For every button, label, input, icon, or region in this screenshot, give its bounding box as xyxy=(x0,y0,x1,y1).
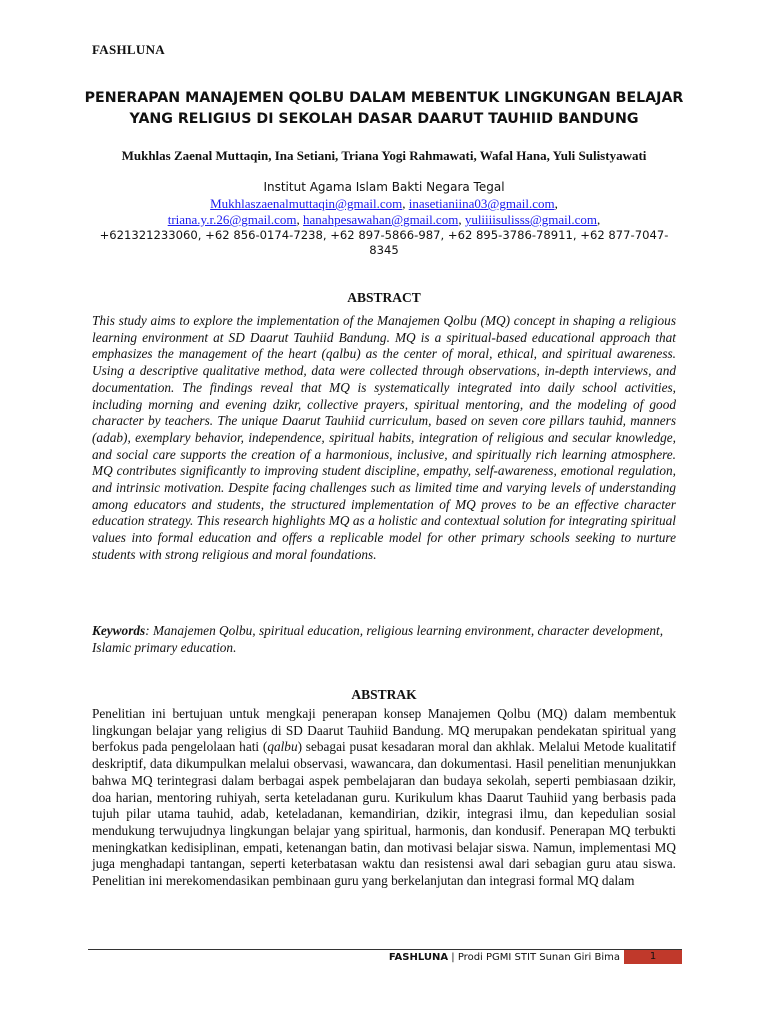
email-link-4[interactable]: hanahpesawahan@gmail.com xyxy=(303,212,459,227)
abstrak-part-2: ) sebagai pusat kesadaran moral dan akhlak. Melalui Metode kualitatif deskriptif, data dikumpulkan melalui observasi, wawancara, dan dokumentasi. Hasil penelitian menunjukkan bahwa MQ terintegrasi dalam berbagai aspek pembelajaran dan budaya sekolah, seperti pembiasaan dzikir, doa harian, mentoring ruhiyah, serta keteladanan guru. Kurikulum khas Daarut Tauhiid yang berbasis pada tujuh pilar utama tauhid, adab, keteladanan, kemandirian, dzikir, integrasi ilmu, dan kepedulian sosial mendukung terwujudnya lingkungan belajar yang spiritual, harmonis, dan kondusif. Penerapan MQ terbukti meningkatkan kedisiplinan, empati, ketenangan batin, dan motivasi belajar siswa. Namun, implementasi MQ juga menghadapi tantangan, seperti keterbatasan waktu dan resistensi awal dari sebagian guru atau siswa. Penelitian ini merekomendasikan pembinaan guru yang berkelanjutan dan integrasi formal MQ dalam xyxy=(92,739,676,889)
abstrak-body xyxy=(92,706,676,890)
affiliation: Institut Agama Islam Bakti Negara Tegal xyxy=(263,180,505,194)
keywords-text: : Manajemen Qolbu, spiritual education, religious learning environment, character development, Islamic primary education. xyxy=(92,623,664,655)
abstract-body: This study aims to explore the implementation of the Manajemen Qolbu (MQ) concept in shaping a religious learning environment at SD Daarut Tauhiid Bandung. MQ is a spiritual-based educational approach that emphasizes the management of the heart (qalbu) as the center of moral, ethical, and spiritual awareness. Using a descriptive qualitative method, data were collected through observations, in-depth interviews, and documentation. The findings reveal that MQ is systematically integrated into daily school activities, including morning and evening dzikr, collective prayers, spiritual mentoring, and the modeling of good character by teachers. The unique Daarut Tauhiid curriculum, based on seven core pillars tauhid, manners (adab), exemplary behavior, independence, spiritual habits, integration of religious and secular knowledge, and social care supports the creation of a harmonious, inclusive, and spiritually rich learning atmosphere. MQ contributes significantly to improving student discipline, empathy, self-awareness, emotional regulation, and intrinsic motivation. Despite facing challenges such as limited time and varying levels of understanding among educators and students, the structured implementation of MQ proves to be an effective character education strategy. This research highlights MQ as a holistic and contextual solution for integrating spiritual values into formal education and offers a replicable model for other primary schools seeking to nurture students with strong religious and moral foundations. xyxy=(92,313,676,562)
keywords-line xyxy=(92,623,676,656)
email-link-1[interactable]: Mukhlaszaenalmuttaqin@gmail.com xyxy=(210,196,403,211)
footer-program: Prodi PGMI STIT Sunan Giri Bima xyxy=(457,952,620,963)
footer-brand: FASHLUNA xyxy=(388,952,449,963)
abstrak-heading: ABSTRAK xyxy=(351,687,417,702)
phone-numbers: +621321233060, +62 856-0174-7238, +62 897-5866-987, +62 895-3786-78911, +62 877-7047-8345 xyxy=(99,228,669,257)
abstrak-qalbu-term: qalbu xyxy=(267,739,298,755)
footer-separator: | xyxy=(448,952,458,963)
email-link-2[interactable]: inasetianiina03@gmail.com xyxy=(408,196,555,211)
page-number: 1 xyxy=(624,950,682,964)
footer-rule xyxy=(88,949,682,950)
email-link-3[interactable]: triana.y.r.26@gmail.com xyxy=(167,212,297,227)
abstrak-part-1: Penelitian ini bertujuan untuk mengkaji penerapan konsep Manajemen Qolbu (MQ) dalam membentuk lingkungan belajar yang religius di SD Daarut Tauhiid Bandung. MQ merupakan pendekatan spiritual yang berfokus pada pengelolaan hati ( xyxy=(92,706,676,755)
email-list: Mukhlaszaenalmuttaqin@gmail.com, inasetianiina03@gmail.com, triana.y.r.26@gmail.com, hanahpesawahan@gmail.com, yuliiiisulisss@gmail.com, xyxy=(167,196,601,227)
email-link-5[interactable]: yuliiiisulisss@gmail.com xyxy=(464,212,598,227)
journal-header: FASHLUNA xyxy=(92,42,165,57)
paper-title: PENERAPAN MANAJEMEN QOLBU DALAM MEBENTUK LINGKUNGAN BELAJAR YANG RELIGIUS DI SEKOLAH DASAR DAARUT TAUHIID BANDUNG xyxy=(84,90,684,127)
keywords-label: Keywords xyxy=(92,623,146,638)
abstract-heading: ABSTRACT xyxy=(347,290,421,305)
author-list: Mukhlas Zaenal Muttaqin, Ina Setiani, Triana Yogi Rahmawati, Wafal Hana, Yuli Sulistyawati xyxy=(121,148,647,163)
footer-text xyxy=(389,952,620,964)
